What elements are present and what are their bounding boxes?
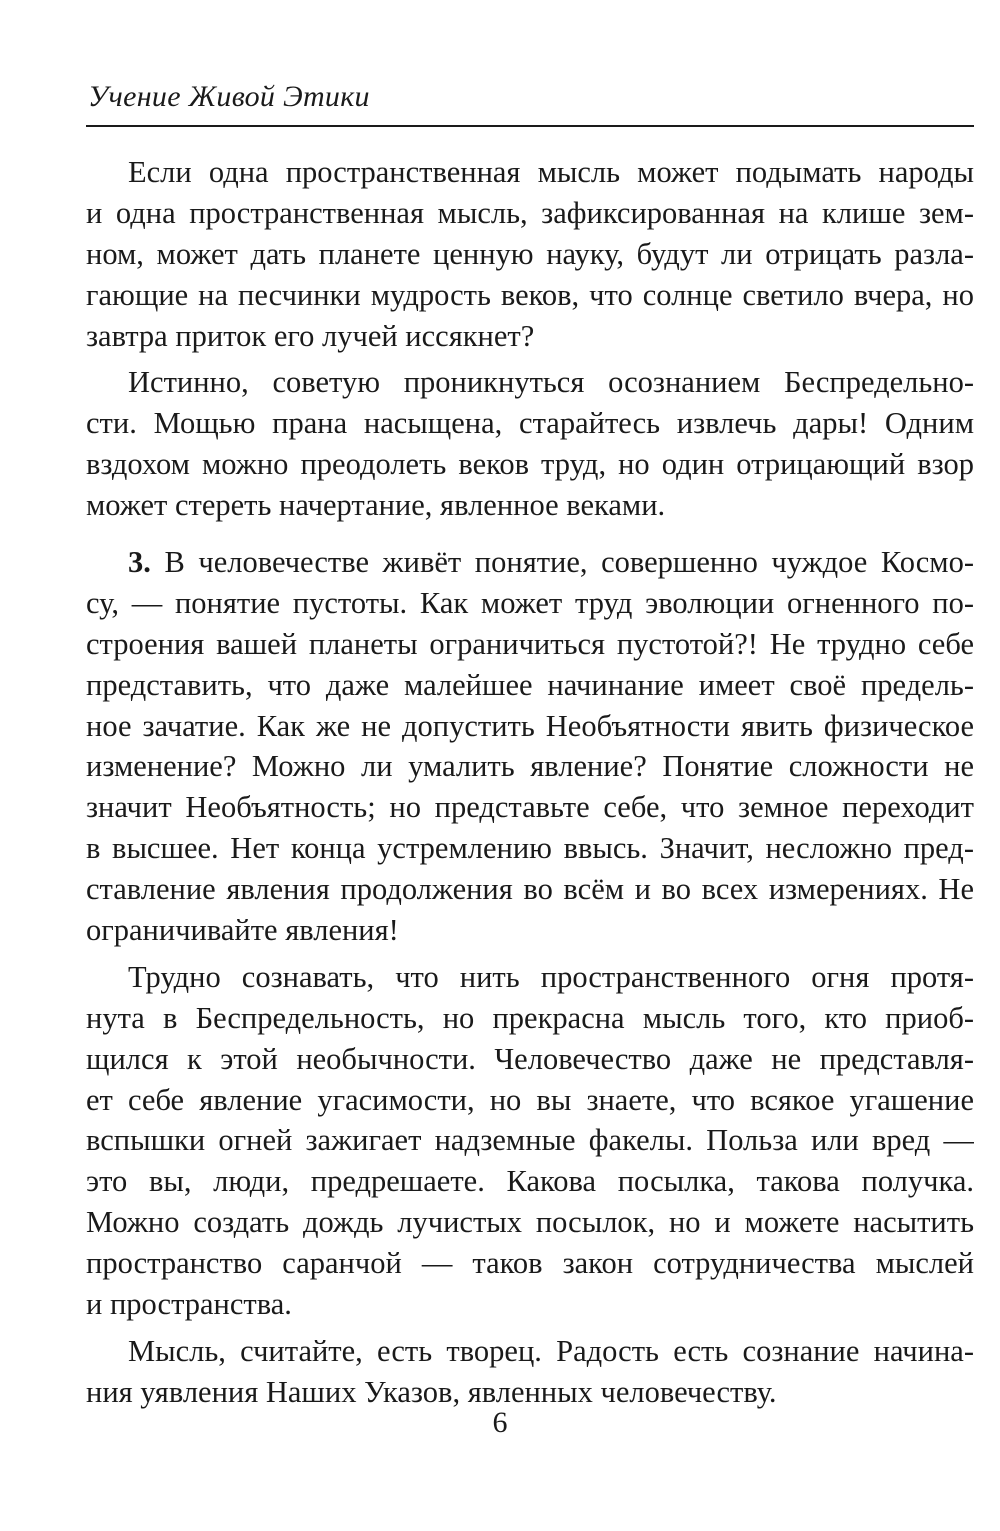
text-line: Мысль, считайте, есть творец. Радость есть сознание начина- <box>128 1333 974 1368</box>
text-line: ет себе явление угасимости, но вы знаете, что всякое угашение <box>86 1082 974 1117</box>
text-line: ограничивайте явления! <box>86 913 399 948</box>
text-line: ном, может дать планете ценную науку, будут ли отрицать разла- <box>86 236 974 271</box>
paragraph <box>86 957 974 1325</box>
text-line: сти. Мощью прана насыщена, старайтесь извлечь дары! Одним <box>86 406 974 441</box>
paragraph-number: 3. <box>128 545 151 580</box>
text-line: строения вашей планеты ограничиться пустотой?! Не трудно себе <box>86 626 974 661</box>
body-text <box>86 152 974 1413</box>
text-line <box>86 542 974 583</box>
text-line: это вы, люди, предрешаете. Какова посылка, такова получка. <box>86 1164 974 1199</box>
paragraph <box>86 1331 974 1413</box>
text-line: ное зачатие. Как же не допустить Необъятности явить физическое <box>86 708 974 743</box>
text-line: завтра приток его лучей иссякнет? <box>86 318 535 353</box>
text-line: гающие на песчинки мудрость веков, что солнце светило вчера, но <box>86 277 974 312</box>
text-line: значит Необъятность; но представьте себе, что земное переходит <box>86 790 974 825</box>
page-number: 6 <box>492 1406 508 1439</box>
text-line: в высшее. Нет конца устремлению ввысь. Значит, несложно пред- <box>86 831 974 866</box>
text-line: и одна пространственная мысль, зафиксированная на клише зем- <box>86 195 974 230</box>
text-line: ния уявления Наших Указов, явленных человечеству. <box>86 1374 777 1409</box>
numbered-paragraph <box>86 542 974 951</box>
paragraph <box>86 362 974 526</box>
text-line: щился к этой необычности. Человечество даже не представля- <box>86 1041 974 1076</box>
text-line: Можно создать дождь лучистых посылок, но и можете насытить <box>86 1205 974 1240</box>
running-head-title: Учение Живой Этики <box>88 80 370 113</box>
text-line: Трудно сознавать, что нить пространственного огня протя- <box>128 959 974 994</box>
text-line: нута в Беспредельность, но прекрасна мысль того, кто приоб- <box>86 1000 974 1035</box>
paragraph <box>86 152 974 356</box>
text-line: су, — понятие пустоты. Как может труд эволюции огненного по- <box>86 585 974 620</box>
text-line: Истинно, советую проникнуться осознанием Беспредельно- <box>128 365 974 400</box>
text-line: вздохом можно преодолеть веков труд, но один отрицающий взор <box>86 447 974 482</box>
text-line: изменение? Можно ли умалить явление? Понятие сложности не <box>86 749 974 784</box>
text-line: ставление явления продолжения во всём и во всех измерениях. Не <box>86 872 974 907</box>
text-line: пространство саранчой — таков закон сотрудничества мыслей <box>86 1246 974 1281</box>
text-line: представить, что даже малейшее начинание имеет своё предель- <box>86 667 974 702</box>
text-line: Если одна пространственная мысль может подымать народы <box>128 155 974 189</box>
text-line: вспышки огней зажигает надземные факелы. Польза или вред — <box>86 1123 974 1158</box>
text-line-rest: В человечестве живёт понятие, совершенно чуждое Космо- <box>150 545 974 580</box>
text-line: и пространства. <box>86 1287 292 1322</box>
text-line: может стереть начертание, явленное веками. <box>86 488 666 523</box>
header-rule <box>86 125 974 127</box>
